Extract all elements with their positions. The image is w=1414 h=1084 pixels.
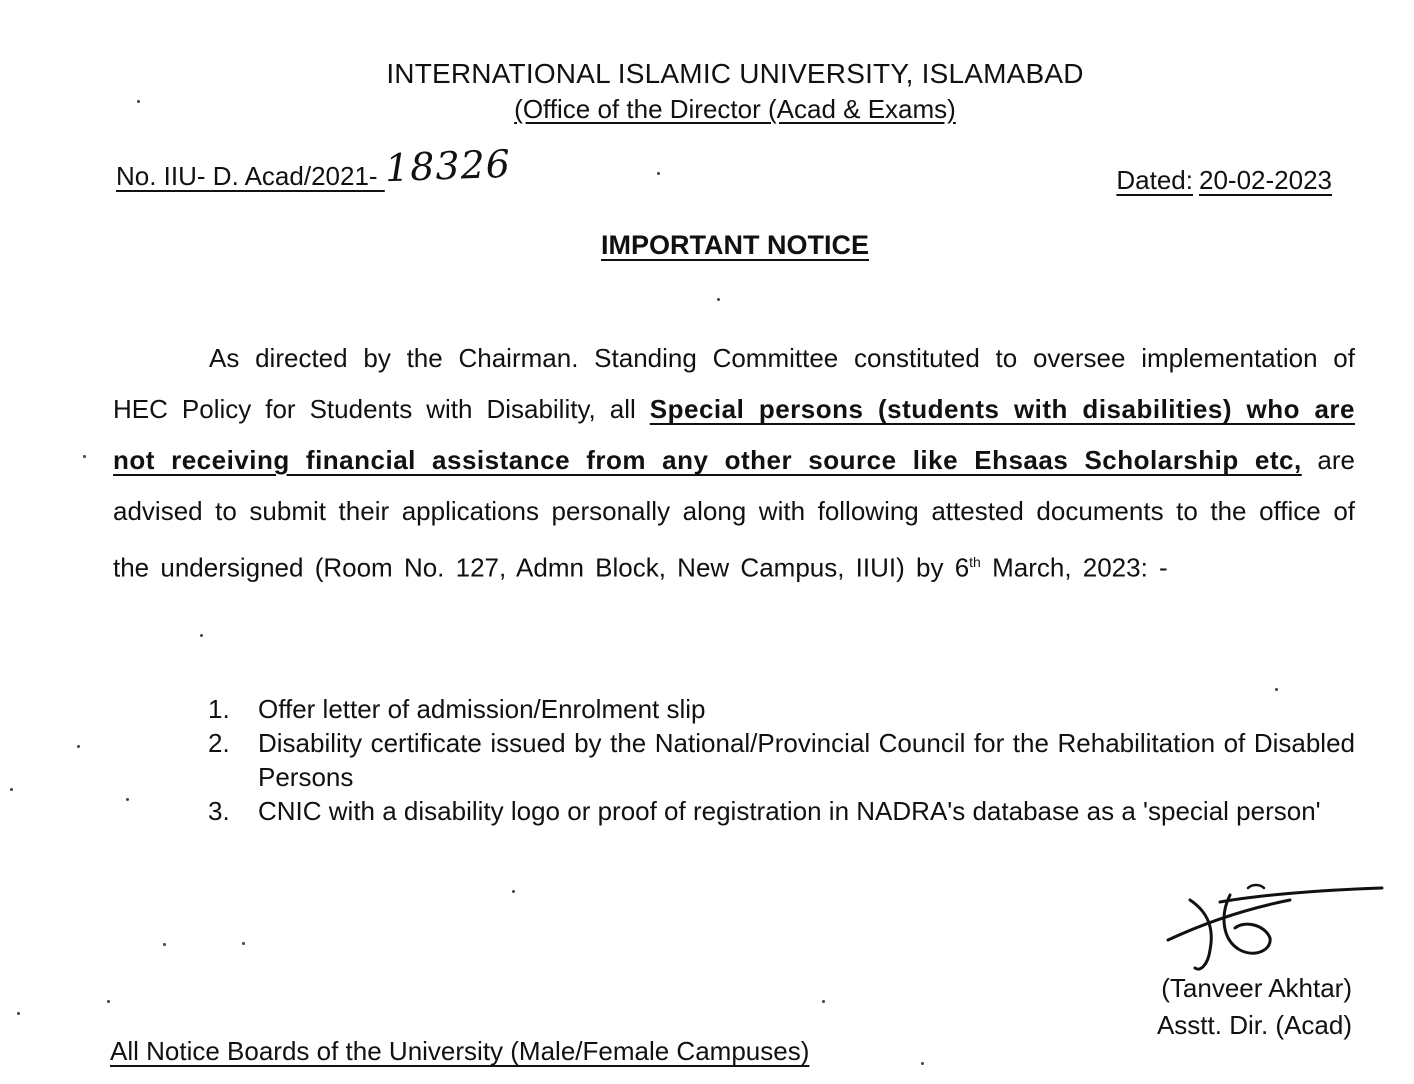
date-value: 20-02-2023 bbox=[1199, 165, 1332, 195]
scan-speck bbox=[83, 455, 86, 458]
list-item-number: 3. bbox=[208, 796, 230, 826]
scan-speck bbox=[921, 1062, 924, 1065]
date-line bbox=[1116, 165, 1332, 196]
scan-speck bbox=[17, 1012, 20, 1015]
scan-speck bbox=[107, 1000, 110, 1003]
list-item bbox=[208, 692, 1355, 726]
distribution-line: All Notice Boards of the University (Male/Female Campuses) bbox=[110, 1036, 810, 1066]
list-item-text: Disability certificate issued by the National/Provincial Council for the Rehabilitation of Disabled Persons bbox=[258, 728, 1355, 792]
notice-body bbox=[113, 333, 1355, 594]
office-name bbox=[0, 94, 1414, 125]
reference-handwritten-number: 18326 bbox=[384, 141, 512, 191]
reference-prefix: No. IIU- D. Acad/2021- bbox=[116, 161, 378, 191]
scan-speck bbox=[242, 942, 245, 945]
signatory-designation: Asstt. Dir. (Acad) bbox=[1156, 1010, 1352, 1040]
list-item-number: 1. bbox=[208, 694, 230, 724]
date-label: Dated: bbox=[1116, 165, 1193, 195]
body-part-3: March, 2023: - bbox=[980, 552, 1168, 583]
list-item-text: Offer letter of admission/Enrolment slip bbox=[258, 694, 706, 724]
notice-title: IMPORTANT NOTICE bbox=[601, 230, 869, 260]
body-superscript: th bbox=[969, 554, 981, 570]
office-name-text: (Office of the Director (Acad & Exams) bbox=[514, 94, 956, 124]
scan-speck bbox=[126, 798, 129, 801]
scan-speck bbox=[137, 100, 140, 103]
scan-speck bbox=[717, 298, 720, 301]
body-part-1: As directed by the Chairman. Standing Committee constituted to oversee implementation of HEC Policy for Students with Disability, all bbox=[113, 343, 1355, 424]
scan-speck bbox=[10, 788, 13, 791]
scan-speck bbox=[657, 172, 660, 175]
scan-speck bbox=[163, 943, 166, 946]
scan-speck bbox=[1275, 688, 1278, 691]
scan-speck bbox=[200, 634, 203, 637]
scan-speck bbox=[512, 890, 515, 893]
list-item-number: 2. bbox=[208, 728, 230, 758]
handwritten-signature bbox=[1160, 880, 1390, 980]
required-documents-list bbox=[208, 692, 1355, 828]
list-item bbox=[208, 794, 1355, 828]
reference-number bbox=[116, 141, 512, 194]
scan-speck bbox=[77, 745, 80, 748]
body-part-2: are advised to submit their applications personally along with following attested documents to the office of the undersigned (Room No. 127, Admn Block, New Campus, IIUI) by 6 bbox=[113, 445, 1355, 583]
list-item bbox=[208, 726, 1355, 794]
scan-speck bbox=[822, 1000, 825, 1003]
university-name: INTERNATIONAL ISLAMIC UNIVERSITY, ISLAMABAD bbox=[386, 58, 1084, 89]
list-item-text: CNIC with a disability logo or proof of registration in NADRA's database as a 'special person' bbox=[258, 796, 1321, 826]
signatory-name: (Tanveer Akhtar) bbox=[1161, 973, 1352, 1003]
body-emphasis: Special persons (students with disabilities) who are not receiving financial assistance from any other source like Ehsaas Scholarship etc, bbox=[113, 394, 1355, 475]
